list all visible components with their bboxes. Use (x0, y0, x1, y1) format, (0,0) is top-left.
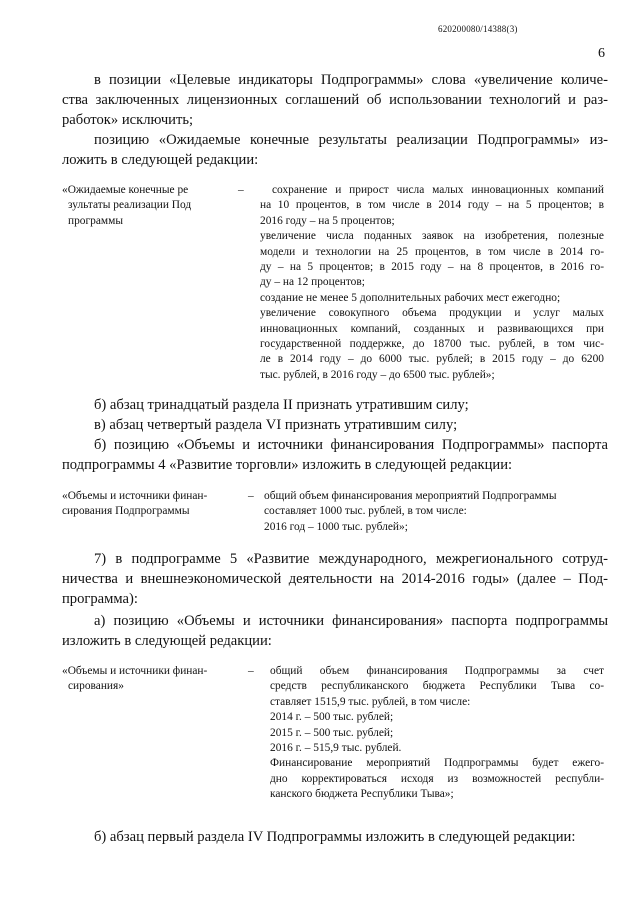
block-dash: – (238, 184, 244, 196)
value-line: 2015 г. – 500 тыс. рублей; (270, 726, 394, 739)
value-line: ду – на 5 процентов; в 2015 году – на 8 процентов, в 2016 го- (260, 261, 604, 274)
paragraph-financing-position (62, 611, 608, 651)
text-line: 7) в подпрограмме 5 «Развитие международного, межрегионального сотруд- (94, 551, 608, 567)
value-line: на 10 процентов, в том числе в 2014 году – на 5 процентов; в (260, 199, 604, 212)
block-dash: – (248, 665, 254, 677)
value-line: увеличение совокупного объема продукции и услуг малых (260, 307, 604, 320)
paragraph-amendments (62, 395, 608, 475)
text-line: подпрограммы 4 «Развитие торговли» изложить в следующей редакции: (62, 457, 513, 473)
value-line: Финансирование мероприятий Подпрограммы будет ежего- (270, 757, 604, 770)
block-value (270, 664, 604, 803)
text-line: позицию «Ожидаемые конечные результаты реализации Подпрограммы» из- (94, 132, 608, 148)
label-line: «Объемы и источники финан- (62, 665, 208, 677)
value-line: ставляет 1515,9 тыс. рублей, в том числе: (270, 695, 471, 708)
financing-block-subprogram-5 (62, 664, 608, 809)
text-line: в) абзац четвертый раздела VI признать утратившим силу; (94, 417, 458, 433)
document-number: 620200080/14388(3) (438, 24, 518, 34)
value-line: сохранение и прирост числа малых инновационных компаний (272, 184, 604, 196)
value-line: 2016 году – на 5 процентов; (260, 214, 395, 227)
block-value (260, 183, 604, 383)
text-line: изложить в следующей редакции: (62, 633, 272, 649)
value-line: тыс. рублей, в 2016 году – до 6500 тыс. рублей»; (260, 368, 495, 381)
text-line: б) позицию «Объемы и источники финансирования Подпрограммы» паспорта (94, 437, 608, 453)
block-label (62, 489, 207, 520)
value-line: увеличение числа поданных заявок на изобретения, полезные (260, 230, 604, 243)
text-line: программа): (62, 591, 138, 607)
label-line: программы (68, 214, 123, 227)
value-line: создание не менее 5 дополнительных рабочих мест ежегодно; (260, 291, 561, 304)
paragraph-subprogram-5 (62, 549, 608, 609)
block-dash: – (248, 490, 254, 502)
text-line: в позиции «Целевые индикаторы Подпрограммы» слова «увеличение количе- (94, 72, 608, 88)
value-line: 2016 г. – 515,9 тыс. рублей. (270, 742, 402, 755)
value-line: канского бюджета Республики Тыва»; (270, 788, 454, 801)
label-line: «Объемы и источники финан- (62, 490, 208, 502)
financing-block-trade (62, 489, 608, 539)
value-line: 2016 год – 1000 тыс. рублей»; (264, 520, 408, 533)
value-line: инновационных компаний, созданных и развивающихся при (260, 322, 604, 335)
label-line: «Ожидаемые конечные ре (62, 184, 189, 196)
value-line: средств республиканского бюджета Республики Тыва со- (270, 680, 604, 693)
paragraph-expected-results (62, 130, 608, 170)
value-line: составляет 1000 тыс. рублей, в том числе: (264, 505, 467, 518)
block-label (62, 664, 207, 695)
value-line: модели и технологии на 25 процентов, в том числе в 2014 го- (260, 245, 604, 258)
text-line: ства заключенных лицензионных соглашений об использовании технологий и раз- (62, 92, 608, 108)
text-line: ничества и внешнеэкономической деятельности на 2014-2016 годы» (далее – Под- (62, 571, 608, 587)
paragraph-target-indicators (62, 70, 608, 130)
block-value (264, 489, 604, 535)
value-line: государственной поддержке, до 18700 тыс. рублей, в том чис- (260, 338, 604, 351)
value-line: дно корректироваться исходя из возможностей республи- (270, 772, 604, 785)
text-line: ложить в следующей редакции: (62, 152, 259, 168)
text-line: б) абзац первый раздела IV Подпрограммы изложить в следующей редакции: (94, 829, 576, 845)
label-line: сирования» (68, 680, 124, 693)
value-line: ле в 2014 году – до 6000 тыс. рублей; в 2015 году – до 6200 (260, 353, 604, 366)
page-number: 6 (598, 46, 605, 61)
text-line: работок» исключить; (62, 112, 194, 128)
expected-results-block (62, 183, 608, 388)
label-line: зультаты реализации Под (68, 199, 192, 212)
text-line: а) позицию «Объемы и источники финансирования» паспорта подпрограммы (94, 613, 608, 629)
value-line: ду – на 12 процентов; (260, 276, 365, 289)
value-line: 2014 г. – 500 тыс. рублей; (270, 711, 394, 724)
text-line: б) абзац тринадцатый раздела II признать утратившим силу; (94, 397, 469, 413)
value-line: общий объем финансирования мероприятий Подпрограммы (264, 490, 557, 502)
value-line: общий объем финансирования Подпрограммы за счет (270, 665, 604, 677)
label-line: сирования Подпрограммы (62, 505, 190, 518)
block-label (62, 183, 191, 229)
paragraph-section-iv (62, 827, 608, 847)
